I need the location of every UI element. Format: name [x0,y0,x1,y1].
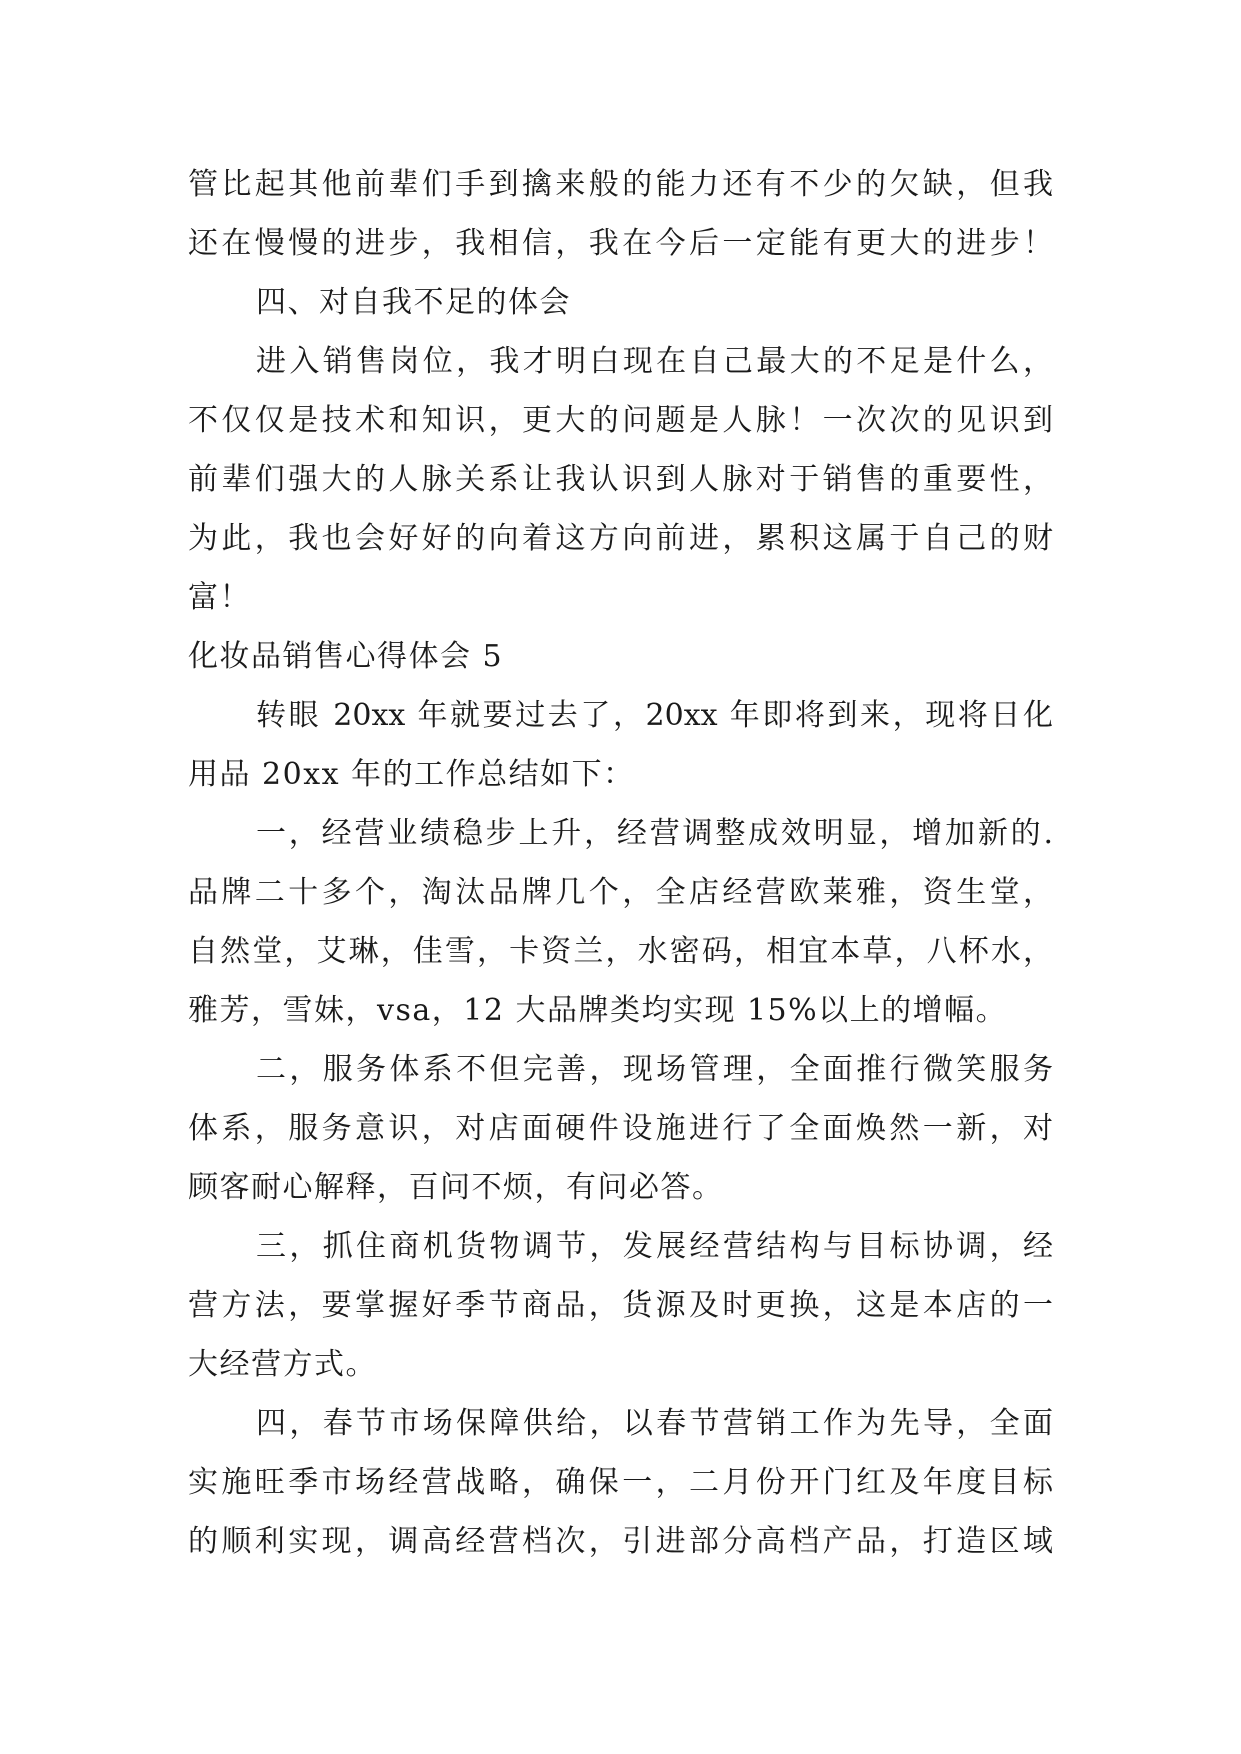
text-line: 营方法，要掌握好季节商品，货源及时更换，这是本店的一 [188,1288,1053,1323]
text-line: 雅芳，雪妹，vsa，12 大品牌类均实现 15%以上的增幅。 [188,993,1008,1028]
text-line: 不仅仅是技术和知识，更大的问题是人脉！一次次的见识到 [188,403,1053,438]
document-page [188,155,1053,1571]
text-line: 体系，服务意识，对店面硬件设施进行了全面焕然一新，对 [188,1111,1053,1146]
text-line: 二，服务体系不但完善，现场管理，全面推行微笑服务 [256,1052,1053,1087]
text-line: 顾客耐心解释，百问不烦，有问必答。 [188,1170,724,1205]
text-line: 品牌二十多个，淘汰品牌几个，全店经营欧莱雅，资生堂， [188,875,1053,910]
text-line: 管比起其他前辈们手到擒来般的能力还有不少的欠缺，但我 [188,167,1053,202]
text-line: 四，春节市场保障供给，以春节营销工作为先导，全面 [256,1406,1053,1441]
text-line: 的顺利实现，调高经营档次，引进部分高档产品，打造区域 [188,1524,1053,1559]
text-line: 实施旺季市场经营战略，确保一，二月份开门红及年度目标 [188,1465,1053,1500]
text-line: 用品 20xx 年的工作总结如下： [188,757,635,792]
text-line: 富！ [188,580,251,615]
text-line: 进入销售岗位，我才明白现在自己最大的不足是什么， [256,344,1053,379]
text-line: 转眼 20xx 年就要过去了，20xx 年即将到来，现将日化 [256,698,1053,733]
text-line: 前辈们强大的人脉关系让我认识到人脉对于销售的重要性， [188,462,1053,497]
text-line: 一，经营业绩稳步上升，经营调整成效明显，增加新的. [256,816,1053,851]
text-line: 为此，我也会好好的向着这方向前进，累积这属于自己的财 [188,521,1053,556]
text-line: 自然堂，艾琳，佳雪，卡资兰，水密码，相宜本草，八杯水， [188,934,1053,969]
text-line: 三，抓住商机货物调节，发展经营结构与目标协调，经 [256,1229,1053,1264]
text-line: 大经营方式。 [188,1347,377,1382]
section-heading: 四、对自我不足的体会 [256,285,571,320]
text-line: 还在慢慢的进步，我相信，我在今后一定能有更大的进步！ [188,226,1053,261]
article-title: 化妆品销售心得体会 5 [188,639,504,674]
